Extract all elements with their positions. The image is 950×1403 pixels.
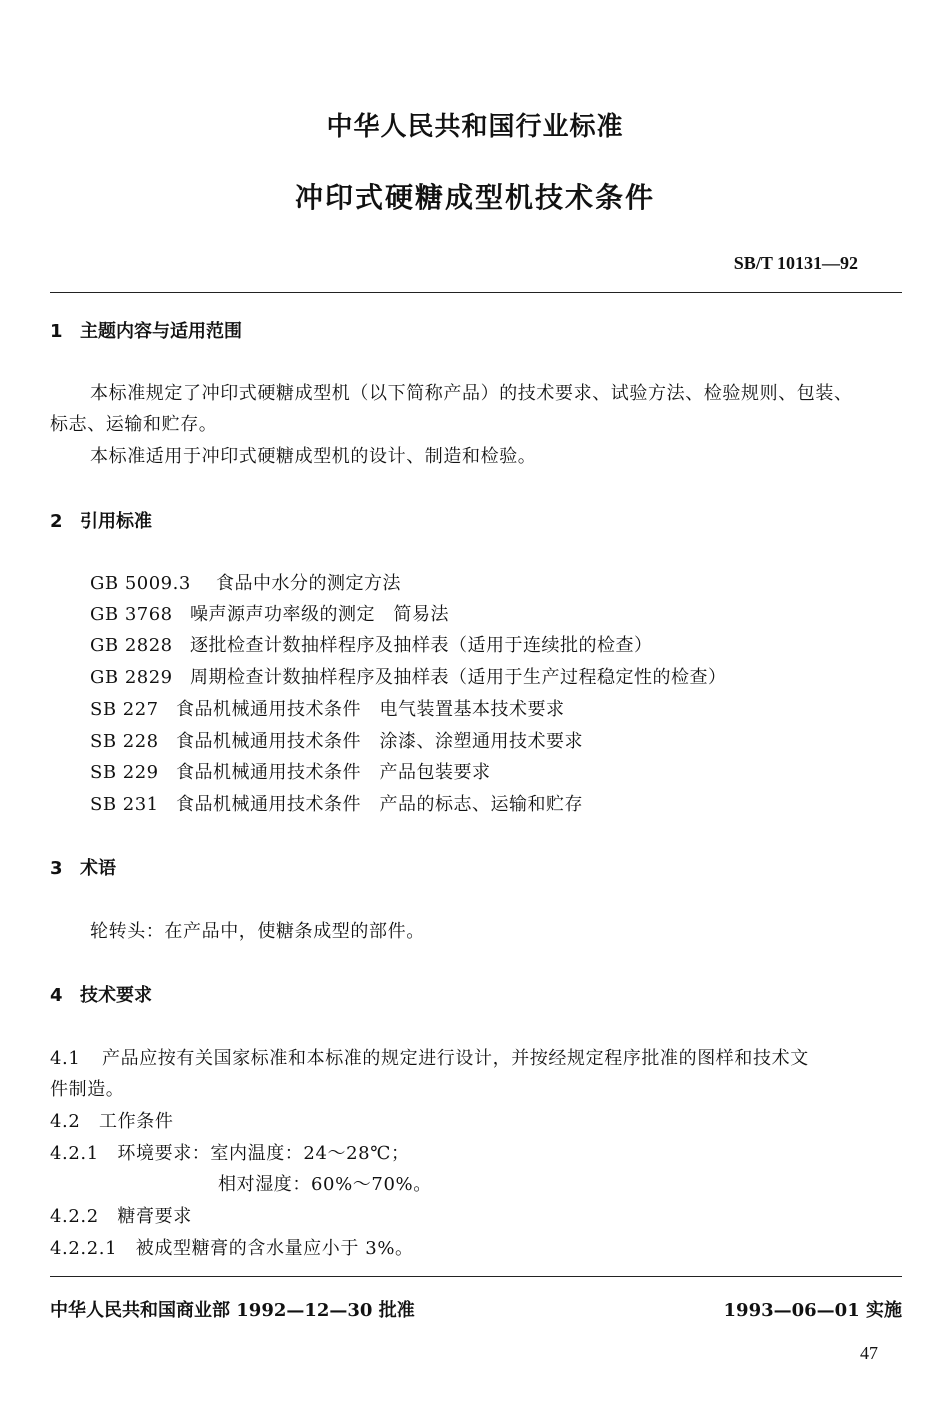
- approval-note: 中华人民共和国商业部 1992—12—30 批准: [50, 1300, 415, 1321]
- reference-code: SB 228: [90, 731, 159, 752]
- section-1-heading: [50, 317, 242, 343]
- footer-rule: [50, 1276, 902, 1277]
- clause-number: 4.1: [50, 1048, 81, 1069]
- section-number: 1: [50, 321, 63, 342]
- section-number: 2: [50, 511, 63, 532]
- clause-4-2-1-line-2: 相对湿度：60%～70%。: [218, 1174, 432, 1195]
- reference-item: [90, 663, 727, 689]
- clause-4-2: 4.2 工作条件: [50, 1111, 174, 1132]
- clause-4-2-2-1: 4.2.2.1 被成型糖膏的含水量应小于 3%。: [50, 1238, 414, 1259]
- reference-desc: 食品机械通用技术条件 涂漆、涂塑通用技术要求: [176, 731, 583, 752]
- section-3-para: 轮转头：在产品中，使糖条成型的部件。: [90, 921, 425, 942]
- section-4-heading: [50, 981, 152, 1007]
- clause-4-1-line-1: [50, 1044, 809, 1070]
- clause-4-2-2: 4.2.2 糖膏要求: [50, 1206, 192, 1227]
- section-3-heading: [50, 854, 116, 880]
- reference-desc: 噪声源声功率级的测定 简易法: [190, 604, 449, 625]
- standard-code: SB/T 10131—92: [733, 253, 858, 273]
- reference-desc: 食品机械通用技术条件 产品包装要求: [176, 762, 491, 783]
- reference-code: GB 5009.3: [90, 573, 191, 594]
- reference-code: SB 229: [90, 762, 159, 783]
- reference-desc: 周期检查计数抽样程序及抽样表（适用于生产过程稳定性的检查）: [190, 667, 727, 688]
- section-title: 术语: [80, 858, 116, 879]
- reference-code: GB 2828: [90, 635, 173, 656]
- section-1-para-1-line-2: 标志、运输和贮存。: [50, 414, 218, 435]
- reference-item: [90, 695, 565, 721]
- standard-title: 中华人民共和国行业标准: [326, 112, 624, 142]
- reference-code: SB 227: [90, 699, 159, 720]
- document-title: 冲印式硬糖成型机技术条件: [294, 181, 655, 214]
- section-number: 4: [50, 985, 63, 1006]
- header-rule: [50, 292, 902, 293]
- clause-4-2-1-line-1: 4.2.1 环境要求：室内温度：24～28℃；: [50, 1143, 410, 1164]
- reference-code: GB 3768: [90, 604, 173, 625]
- clause-text: 产品应按有关国家标准和本标准的规定进行设计，并按经规定程序批准的图样和技术文: [102, 1048, 809, 1069]
- reference-item: [90, 758, 491, 784]
- page-number: 47: [860, 1343, 878, 1363]
- reference-desc: 食品机械通用技术条件 电气装置基本技术要求: [176, 699, 565, 720]
- section-1-para-1-line-1: 本标准规定了冲印式硬糖成型机（以下简称产品）的技术要求、试验方法、检验规则、包装、: [90, 383, 853, 404]
- section-title: 引用标准: [80, 511, 152, 532]
- reference-desc: 食品机械通用技术条件 产品的标志、运输和贮存: [176, 794, 583, 815]
- section-number: 3: [50, 858, 63, 879]
- reference-desc: 逐批检查计数抽样程序及抽样表（适用于连续批的检查）: [190, 635, 653, 656]
- section-title: 技术要求: [80, 985, 152, 1006]
- reference-item: [90, 631, 653, 657]
- reference-item: [90, 727, 583, 753]
- section-1-para-2: 本标准适用于冲印式硬糖成型机的设计、制造和检验。: [90, 446, 537, 467]
- section-title: 主题内容与适用范围: [80, 321, 242, 342]
- reference-code: GB 2829: [90, 667, 173, 688]
- reference-code: SB 231: [90, 794, 159, 815]
- reference-item: [90, 569, 401, 595]
- reference-desc: 食品中水分的测定方法: [216, 573, 401, 594]
- reference-item: [90, 600, 449, 626]
- reference-item: [90, 790, 583, 816]
- section-2-heading: [50, 507, 152, 533]
- effective-date: 1993—06—01 实施: [723, 1300, 902, 1321]
- clause-4-1-line-2: 件制造。: [50, 1079, 125, 1100]
